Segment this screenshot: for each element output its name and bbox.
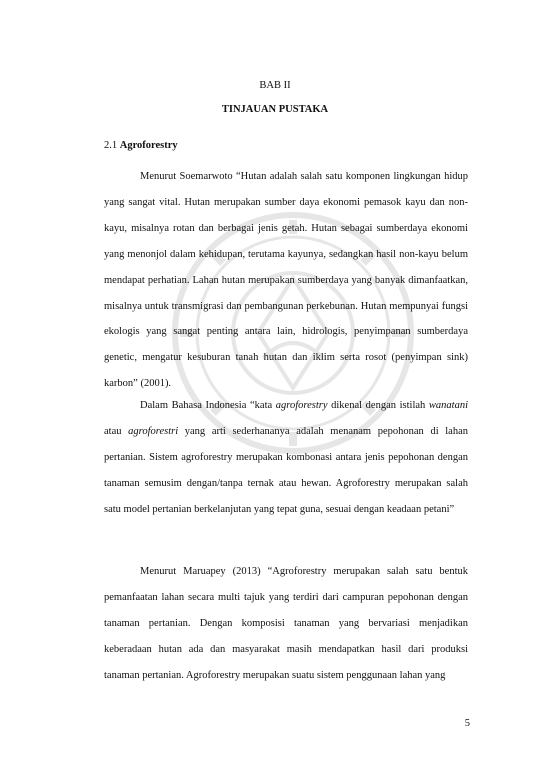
p2-text-b: dikenal dengan istilah	[327, 400, 429, 411]
page-number: 5	[464, 718, 470, 729]
p2-term-agroforestry: agroforestry	[275, 400, 328, 411]
chapter-title: TINJAUAN PUSTAKA	[221, 104, 329, 115]
chapter-label: BAB II	[259, 80, 291, 91]
p2-term-agroforestri: agroforestri	[128, 425, 179, 437]
paragraph-maruapey: Menurut Maruapey (2013) “Agroforestry merupakan salah satu bentuk pemanfaatan lahan secara multi tajuk yang terdiri dari campuran pepohonan dengan tanaman pertanian. Dengan komposisi tanaman yang bervariasi menjadikan keberadaan hutan ada dan masyarakat masih mendapatkan hasil dari produksi tanaman pertanian. Agroforestry merupakan suatu sistem penggunaan lahan yang	[104, 566, 468, 681]
p2-text-d: yang arti sederhananya adalah menanam pepohonan di lahan pertanian. Sistem agroforestry merupakan kombonasi antara jenis pepohonan dengan tanaman semusim dengan/tanpa ternak atau hewan. Agroforestry merupakan salah satu model pertanian berkelanjutan yang tepat guna, sesuai dengan keadaan petani”	[104, 425, 468, 515]
p2-text-c: atau	[104, 425, 129, 437]
p2-term-wanatani: wanatani	[428, 400, 468, 411]
section-heading	[104, 140, 178, 151]
p2-text-a: Dalam Bahasa Indonesia “kata	[140, 400, 276, 411]
paragraph-soemarwoto: Menurut Soemarwoto “Hutan adalah salah satu komponen lingkungan hidup yang sangat vital. Hutan merupakan sumber daya ekonomi pemasok kayu dan non-kayu, misalnya rotan dan berbagai jenis getah. Hutan sebagai sumberdaya ekonomi yang menonjol dalam kehidupan, terutama kayunya, sedangkan hasil non-kayu belum mendapat perhatian. Lahan hutan merupakan sumberdaya yang banyak dimanfaatkan, misalnya untuk transmigrasi dan pembangunan perkebunan. Hutan mempunyai fungsi ekologis yang sangat penting antara lain, hidrologis, penyimpanan sumberdaya genetic, mengatur kesuburan tanah hutan dan iklim serta rosot (penyimpan sink) karbon” (2001).	[104, 171, 468, 390]
paragraph-bahasa-indonesia	[104, 393, 468, 523]
section-number: 2.1	[104, 140, 118, 151]
section-title: Agroforestry	[119, 140, 178, 151]
